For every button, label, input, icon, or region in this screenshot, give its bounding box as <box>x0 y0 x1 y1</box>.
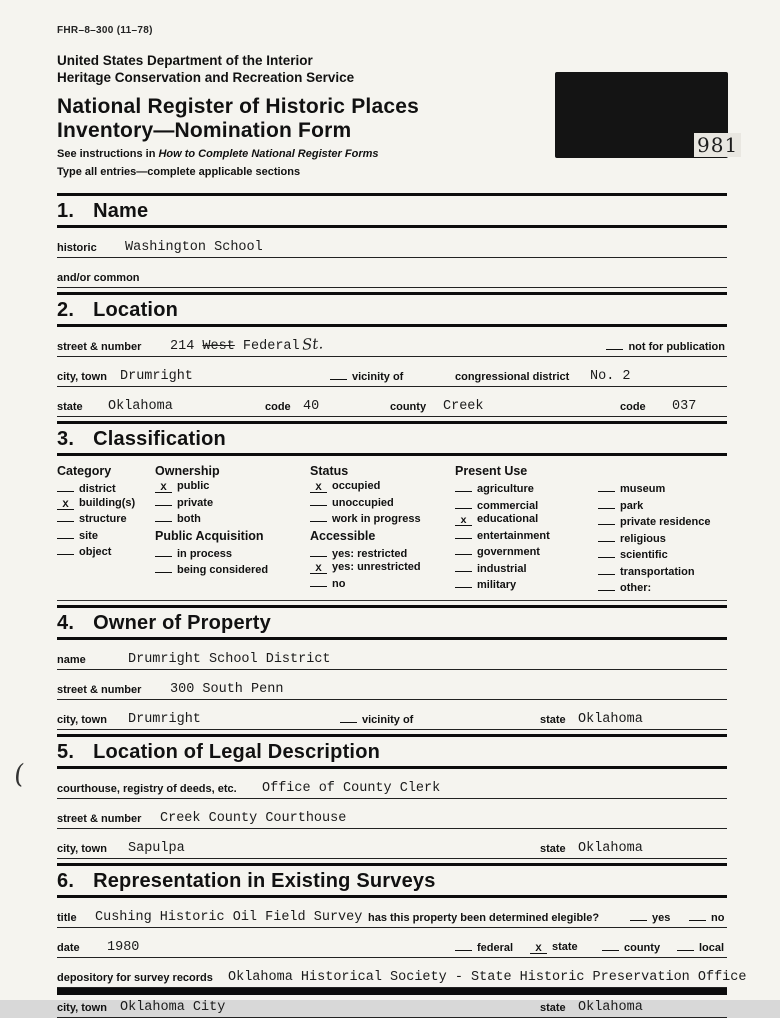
agency-block <box>57 53 727 86</box>
section-5-header <box>57 734 727 769</box>
present-use-title: Present Use <box>455 464 528 478</box>
section-1-title: Name <box>93 200 149 222</box>
section-1-header <box>57 193 727 228</box>
accessible-title: Accessible <box>310 528 376 543</box>
state-county-row <box>57 392 727 417</box>
owner-city-label: city, town <box>57 713 107 726</box>
legal-state-label: state <box>540 842 566 855</box>
street-value-pre: 214 <box>170 339 203 354</box>
checkbox-structure: structure <box>57 510 155 527</box>
county-check: county <box>602 939 660 954</box>
historic-value: Washington School <box>125 240 263 255</box>
owner-street-label: street & number <box>57 683 142 696</box>
owner-vicinity-label: vicinity of <box>362 713 414 726</box>
section-1-number: 1. <box>57 200 75 222</box>
courthouse-label: courthouse, registry of deeds, etc. <box>57 782 237 795</box>
legal-city-value: Sapulpa <box>128 840 185 856</box>
checkbox-transportation: transportation <box>598 563 727 580</box>
not-for-publication-check <box>606 338 725 353</box>
code-label: code <box>265 401 291 413</box>
street-label: street & number <box>57 341 142 353</box>
owner-state-label: state <box>540 713 566 726</box>
owner-vicinity-check <box>340 711 413 726</box>
city-value: Drumright <box>120 369 193 384</box>
checkbox-private: private <box>155 494 310 511</box>
common-name-row <box>57 263 727 288</box>
survey-city-row <box>57 993 727 1018</box>
checkbox-yes-unrestricted: X yes: unrestricted <box>310 561 455 575</box>
checkbox-scientific: scientific <box>598 546 727 563</box>
legal-state-value: Oklahoma <box>578 840 643 856</box>
agency-line-2: Heritage Conservation and Recreation Service <box>57 69 355 85</box>
courthouse-value: Office of County Clerk <box>262 780 441 796</box>
checkbox-being-considered: being considered <box>155 561 310 578</box>
checkbox-other: other: <box>598 579 727 596</box>
legal-street-label: street & number <box>57 812 142 825</box>
checkbox-government: government <box>455 543 598 560</box>
instructions-line-2: Type all entries—complete applicable sections <box>57 166 301 178</box>
owner-city-row <box>57 705 727 730</box>
street-number-row <box>57 332 727 357</box>
instructions-line-1 <box>57 148 727 161</box>
form-number: FHR–8–300 (11–78) <box>57 25 153 36</box>
section-5-title: Location of Legal Description <box>93 740 381 763</box>
section-2-number: 2. <box>57 299 75 321</box>
section-3-title: Classification <box>93 428 226 450</box>
owner-name-row <box>57 645 727 670</box>
section-5-number: 5. <box>57 740 75 763</box>
city-town-row <box>57 362 727 387</box>
checkbox-no-access: no <box>310 575 455 592</box>
local-check: local <box>677 939 724 954</box>
checkbox-object: object <box>57 543 155 560</box>
county-value: Creek <box>443 399 484 414</box>
owner-state-value: Oklahoma <box>578 711 643 727</box>
instructions-prefix: See instructions in <box>57 148 159 160</box>
vicinity-blank <box>330 368 347 380</box>
handwritten-margin-mark: ( <box>12 759 26 791</box>
survey-state-label: state <box>540 1001 566 1014</box>
county-code-value: 037 <box>672 399 697 414</box>
city-label: city, town <box>57 371 107 383</box>
survey-city-label: city, town <box>57 1001 107 1014</box>
checkbox-district: district <box>57 480 155 497</box>
survey-title-label: title <box>57 911 77 924</box>
checkbox-park: park <box>598 497 727 514</box>
checkbox-occupied: X occupied <box>310 480 455 494</box>
depository-value: Oklahoma Historical Society - State Historic Preservation Office <box>228 969 747 985</box>
checkbox-yes-restricted: yes: restricted <box>310 545 455 562</box>
next-section-rule <box>57 988 727 995</box>
checkbox-in-process: in process <box>155 545 310 562</box>
vicinity-check <box>330 368 403 383</box>
street-value-handwritten: St. <box>301 334 324 354</box>
checkbox-private-residence: private residence <box>598 513 727 530</box>
checkbox-educational: x educational <box>455 513 598 527</box>
street-value-struck: West <box>202 339 235 354</box>
owner-name-label: name <box>57 653 86 666</box>
section-6-title: Representation in Existing Surveys <box>93 869 436 892</box>
ownership-title: Ownership <box>155 464 220 478</box>
section-3-header <box>57 421 727 456</box>
public-acquisition-title: Public Acquisition <box>155 528 264 543</box>
survey-date-row <box>57 933 727 958</box>
survey-date-value: 1980 <box>107 939 140 955</box>
instructions-manual-title: How to Complete National Register Forms <box>158 148 379 160</box>
owner-city-value: Drumright <box>128 711 201 727</box>
county-code-label: code <box>620 401 646 413</box>
checkbox-commercial: commercial <box>455 497 598 514</box>
checkbox-public: X public <box>155 480 310 494</box>
survey-title-row <box>57 903 727 928</box>
present-use-subcolumn-2 <box>598 480 727 596</box>
code-value: 40 <box>303 399 320 414</box>
owner-name-value: Drumright School District <box>128 651 331 667</box>
form-title-line-1: National Register of Historic Places <box>57 95 419 118</box>
agency-line-1: United States Department of the Interior <box>57 53 313 68</box>
vicinity-label: vicinity of <box>352 371 404 383</box>
section-4-number: 4. <box>57 611 75 634</box>
section-6-number: 6. <box>57 869 75 892</box>
present-use-column <box>455 462 727 596</box>
not-for-publication-label: not for publication <box>628 341 725 353</box>
common-label: and/or common <box>57 272 140 284</box>
owner-street-value: 300 South Penn <box>170 681 284 697</box>
survey-title-value: Cushing Historic Oil Field Survey <box>95 909 363 925</box>
legal-city-label: city, town <box>57 842 107 855</box>
checkbox-entertainment: entertainment <box>455 527 598 544</box>
section-4-title: Owner of Property <box>93 611 271 634</box>
depository-label: depository for survey records <box>57 971 213 984</box>
section-2-header <box>57 292 727 327</box>
section-4-header <box>57 605 727 640</box>
present-use-subcolumn-1 <box>455 480 598 596</box>
county-label: county <box>390 401 427 413</box>
street-value-post: Federal <box>234 339 300 354</box>
legal-street-row <box>57 804 727 829</box>
legal-street-value: Creek County Courthouse <box>160 810 347 826</box>
street-value <box>170 335 323 354</box>
category-column <box>57 462 155 596</box>
eligible-yes-check: yes <box>630 909 670 924</box>
status-column <box>310 462 455 596</box>
classification-grid <box>57 462 727 601</box>
section-2-title: Location <box>93 299 179 321</box>
state-check: X state <box>530 941 578 954</box>
eligible-no-check: no <box>689 909 724 924</box>
survey-date-label: date <box>57 941 80 954</box>
owner-street-row <box>57 675 727 700</box>
state-value: Oklahoma <box>108 399 173 414</box>
checkbox-site: site <box>57 527 155 544</box>
section-3-number: 3. <box>57 428 75 450</box>
depository-row <box>57 963 747 988</box>
form-content <box>57 0 747 1018</box>
eligible-question-label: has this property been determined elegible? <box>368 911 600 924</box>
checkbox-industrial: industrial <box>455 560 598 577</box>
checkbox-agriculture: agriculture <box>455 480 598 497</box>
not-for-publication-blank <box>606 338 623 350</box>
section-6-header <box>57 863 727 898</box>
checkbox-military: military <box>455 576 598 593</box>
congressional-district-label: congressional district <box>455 371 570 383</box>
checkbox-unoccupied: unoccupied <box>310 494 455 511</box>
checkbox-religious: religious <box>598 530 727 547</box>
stamp-year-digits: 981 <box>694 133 741 157</box>
survey-city-value: Oklahoma City <box>120 999 226 1015</box>
form-title-block <box>57 95 727 143</box>
state-label: state <box>57 401 83 413</box>
checkbox-buildings: X building(s) <box>57 497 155 511</box>
checkbox-museum: museum <box>598 480 727 497</box>
federal-check: federal <box>455 939 513 954</box>
historic-label: historic <box>57 242 97 254</box>
survey-state-value: Oklahoma <box>578 999 643 1015</box>
status-title: Status <box>310 464 349 478</box>
legal-city-row <box>57 834 727 859</box>
checkbox-work-in-progress: work in progress <box>310 510 455 527</box>
form-title-line-2: Inventory—Nomination Form <box>57 119 352 142</box>
checkbox-both: both <box>155 510 310 527</box>
historic-name-row <box>57 233 727 258</box>
ownership-column <box>155 462 310 596</box>
category-title: Category <box>57 464 112 478</box>
courthouse-row <box>57 774 727 799</box>
congressional-district-value: No. 2 <box>590 369 631 384</box>
